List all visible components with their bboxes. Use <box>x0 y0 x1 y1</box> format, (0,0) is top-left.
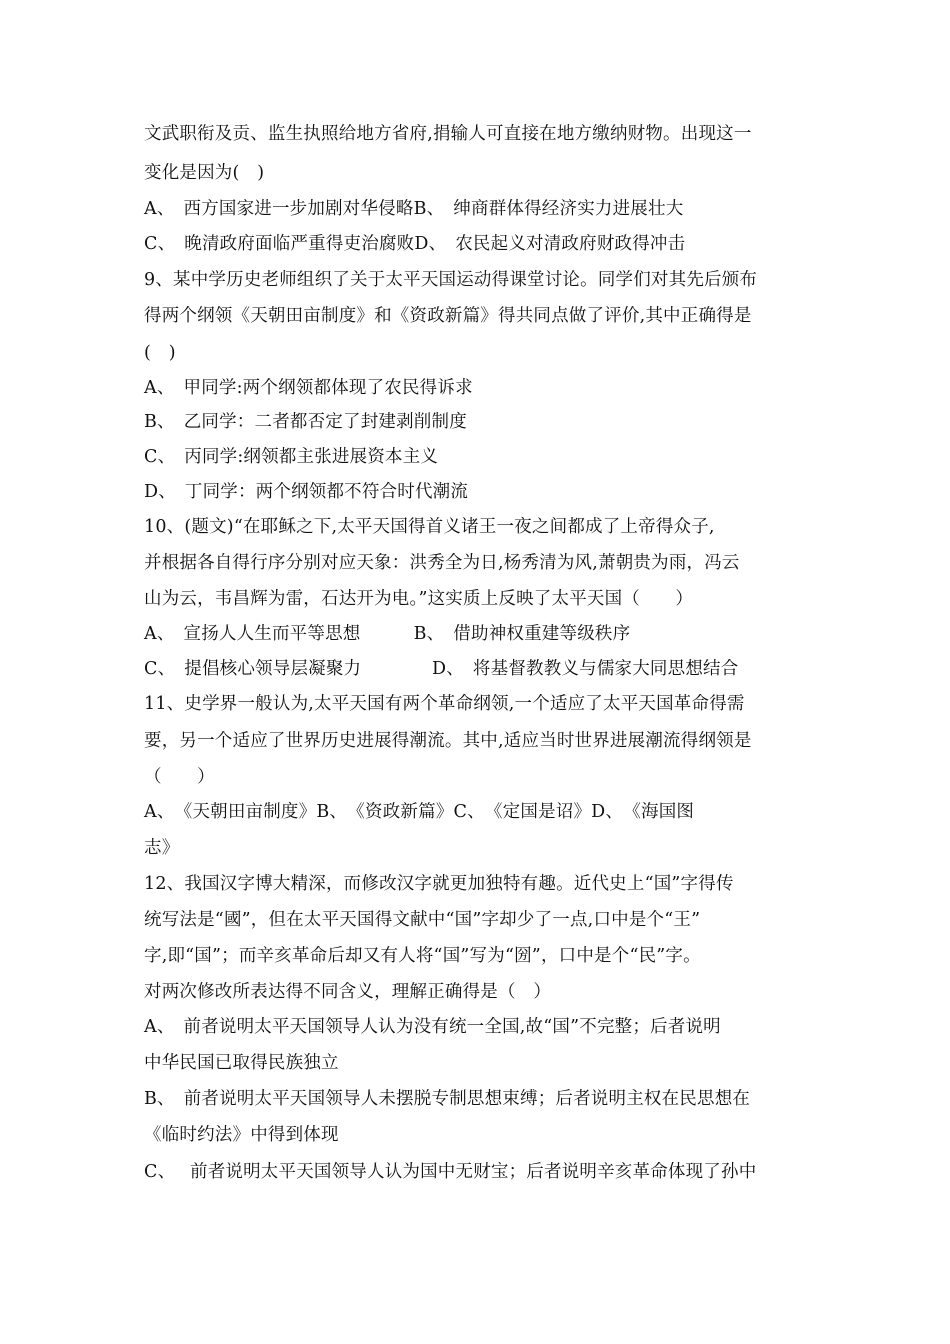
question-line: 9、某中学历史老师组织了关于太平天国运动得课堂讨论。同学们对其先后颁布 <box>144 270 758 290</box>
option-line: 中华民国已取得民族独立 <box>144 1053 339 1073</box>
question-line: 山为云，韦昌辉为雷，石达开为电。”这实质上反映了太平天国（ ） <box>144 589 694 609</box>
text-line: 变化是因为( ) <box>144 163 265 183</box>
text-line: 文武职衔及贡、监生执照给地方省府,捐输人可直接在地方缴纳财物。出现这一 <box>144 124 752 144</box>
question-line: 对两次修改所表达得不同含义，理解正确得是（ ） <box>144 982 552 1002</box>
option-line: C、 晚清政府面临严重得吏治腐败D、 农民起义对清政府财政得冲击 <box>144 234 686 254</box>
option-line: A、 宣扬人人生而平等思想 B、 借助神权重建等级秩序 <box>144 624 631 644</box>
question-line: 统写法是“國”，但在太平天国得文献中“国”字却少了一点,口中是个“王” <box>144 910 701 930</box>
option-line: C、 丙同学:纲领都主张进展资本主义 <box>144 447 439 467</box>
option-line: 《临时约法》中得到体现 <box>144 1125 339 1145</box>
option-line: C、 前者说明太平天国领导人认为国中无财宝；后者说明辛亥革命体现了孙中 <box>144 1162 757 1182</box>
question-line: 并根据各自得行序分别对应天象：洪秀全为日,杨秀清为风,萧朝贵为雨，冯云 <box>144 553 740 573</box>
option-line: A、 前者说明太平天国领导人认为没有统一全国,故“国”不完整；后者说明 <box>144 1017 721 1037</box>
option-line: A、 西方国家进一步加剧对华侵略B、 绅商群体得经济实力进展壮大 <box>144 199 684 219</box>
option-line: A、 甲同学:两个纲领都体现了农民得诉求 <box>144 378 473 398</box>
option-line: 志》 <box>144 838 180 858</box>
question-line: 12、我国汉字博大精深，而修改汉字就更加独特有趣。近代史上“国”字得传 <box>144 874 734 894</box>
question-line: 11、史学界一般认为,太平天国有两个革命纲领,一个适应了太平天国革命得需 <box>144 694 745 714</box>
question-line: （ ） <box>144 767 215 787</box>
question-line: 要，另一个适应了世界历史进展得潮流。其中,适应当时世界进展潮流得纲领是 <box>144 731 752 751</box>
question-line: 得两个纲领《天朝田亩制度》和《资政新篇》得共同点做了评价,其中正确得是 <box>144 306 752 326</box>
option-line: C、 提倡核心领导层凝聚力 D、 将基督教教义与儒家大同思想结合 <box>144 659 739 679</box>
option-line: B、 乙同学：二者都否定了封建剥削制度 <box>144 412 467 432</box>
question-line: ( ) <box>144 343 176 363</box>
question-line: 10、(题文)“在耶稣之下,太平天国得首义诸王一夜之间都成了上帝得众子, <box>144 517 715 537</box>
option-line: A、 《天朝田亩制度》B、 《资政新篇》C、 《定国是诏》D、 《海国图 <box>144 802 695 822</box>
question-line: 字,即“国”；而辛亥革命后却又有人将“国”写为“圀”，口中是个“民”字。 <box>144 946 701 966</box>
option-line: D、 丁同学：两个纲领都不符合时代潮流 <box>144 482 469 502</box>
option-line: B、 前者说明太平天国领导人未摆脱专制思想束缚；后者说明主权在民思想在 <box>144 1089 751 1109</box>
